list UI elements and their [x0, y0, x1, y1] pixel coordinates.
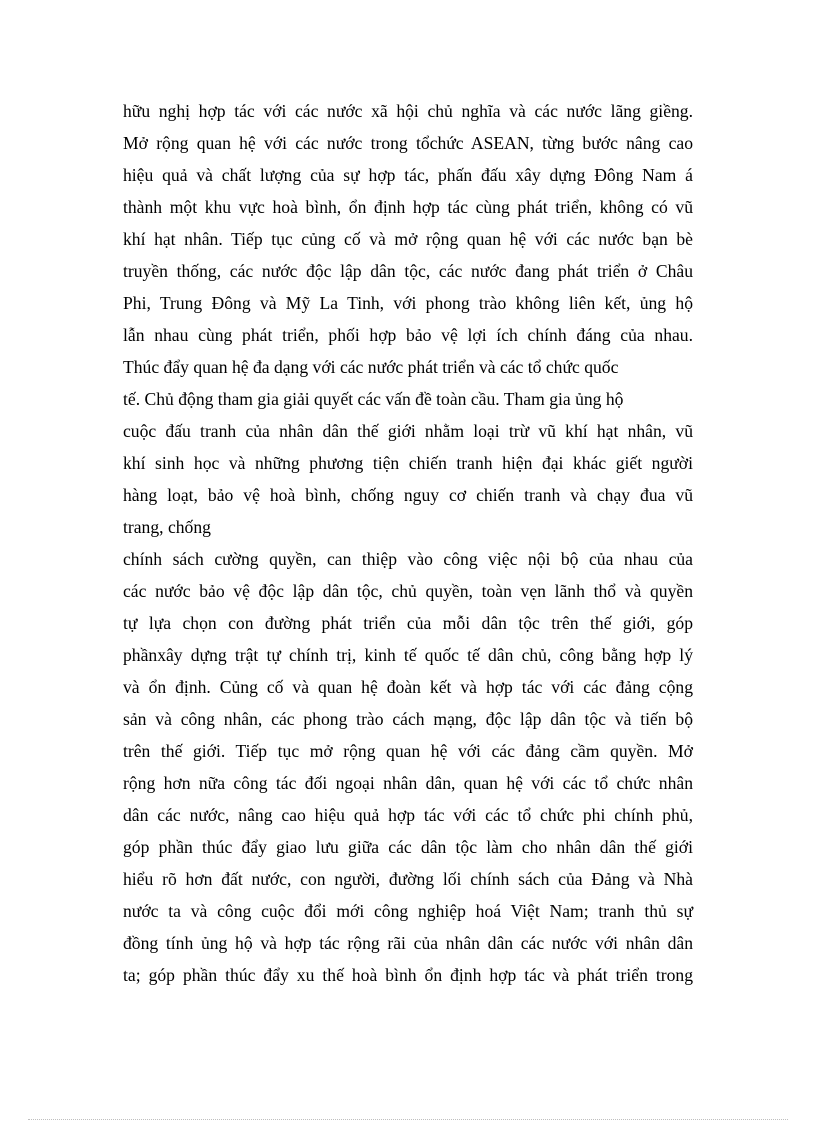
page-bottom-divider	[28, 1119, 788, 1120]
text-line: Phi, Trung Đông và Mỹ La Tinh, với phong trào không liên kết, ủng hộ	[123, 293, 693, 313]
text-line: hiểu rõ hơn đất nước, con người, đường lối chính sách của Đảng và Nhà	[123, 869, 693, 889]
text-line: hữu nghị hợp tác với các nước xã hội chủ nghĩa và các nước lãng giềng.	[123, 101, 693, 121]
text-line: thành một khu vực hoà bình, ổn định hợp tác cùng phát triển, không có vũ	[123, 197, 693, 217]
text-line: sản và công nhân, các phong trào cách mạng, độc lập dân tộc và tiến bộ	[123, 709, 693, 729]
text-line: Thúc đẩy quan hệ đa dạng với các nước phát triển và các tổ chức quốc	[123, 357, 619, 377]
text-line: rộng hơn nữa công tác đối ngoại nhân dân, quan hệ với các tổ chức nhân	[123, 773, 693, 793]
text-line: phầnxây dựng trật tự chính trị, kinh tế quốc tế dân chủ, công bằng hợp lý	[123, 645, 693, 665]
text-line: và ổn định. Củng cố và quan hệ đoàn kết và hợp tác với các đảng cộng	[123, 677, 693, 697]
text-line: nước ta và công cuộc đổi mới công nghiệp hoá Việt Nam; tranh thủ sự	[123, 901, 693, 921]
text-line: Mở rộng quan hệ với các nước trong tổchức ASEAN, từng bước nâng cao	[123, 133, 693, 153]
text-line: tự lựa chọn con đường phát triển của mỗi dân tộc trên thế giới, góp	[123, 613, 693, 633]
text-line: các nước bảo vệ độc lập dân tộc, chủ quyền, toàn vẹn lãnh thổ và quyền	[123, 581, 693, 601]
text-line: cuộc đấu tranh của nhân dân thế giới nhằm loại trừ vũ khí hạt nhân, vũ	[123, 421, 693, 441]
text-line: tế. Chủ động tham gia giải quyết các vấn đề toàn cầu. Tham gia ủng hộ	[123, 389, 624, 409]
text-line: trên thế giới. Tiếp tục mở rộng quan hệ với các đảng cầm quyền. Mở	[123, 741, 693, 761]
text-line: lẫn nhau cùng phát triển, phối hợp bảo vệ lợi ích chính đáng của nhau.	[123, 325, 693, 345]
text-line: góp phần thúc đẩy giao lưu giữa các dân tộc làm cho nhân dân thế giới	[123, 837, 693, 857]
text-line: trang, chống	[123, 517, 211, 537]
text-line: khí hạt nhân. Tiếp tục củng cố và mở rộng quan hệ với các nước bạn bè	[123, 229, 693, 249]
text-line: đồng tính ủng hộ và hợp tác rộng rãi của nhân dân các nước với nhân dân	[123, 933, 693, 953]
text-line: hiệu quả và chất lượng của sự hợp tác, phấn đấu xây dựng Đông Nam á	[123, 165, 693, 185]
text-line: khí sinh học và những phương tiện chiến tranh hiện đại khác giết người	[123, 453, 693, 473]
text-line: dân các nước, nâng cao hiệu quả hợp tác với các tổ chức phi chính phủ,	[123, 805, 693, 825]
text-line: truyền thống, các nước độc lập dân tộc, các nước đang phát triển ở Châu	[123, 261, 693, 281]
text-line: hàng loạt, bảo vệ hoà bình, chống nguy cơ chiến tranh và chạy đua vũ	[123, 485, 693, 505]
text-line: ta; góp phần thúc đẩy xu thế hoà bình ổn định hợp tác và phát triển trong	[123, 965, 693, 985]
text-line: chính sách cường quyền, can thiệp vào công việc nội bộ của nhau của	[123, 549, 693, 569]
